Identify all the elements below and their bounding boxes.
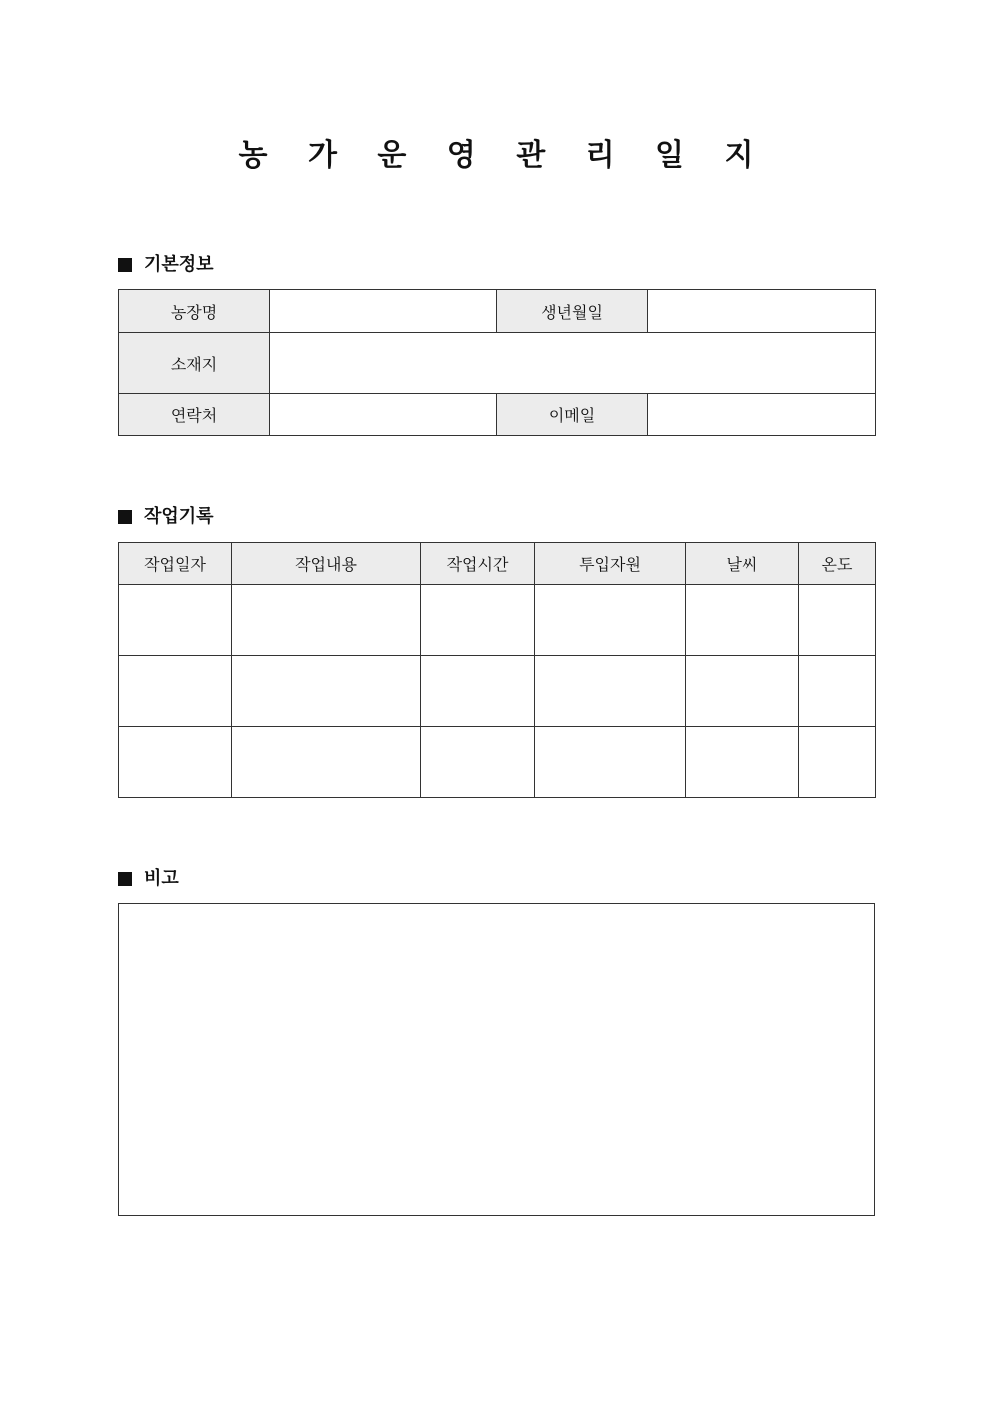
square-bullet-icon: [118, 872, 132, 886]
work-date-cell[interactable]: [119, 585, 232, 656]
location-field[interactable]: [270, 333, 876, 394]
work-content-cell[interactable]: [232, 585, 421, 656]
weather-cell[interactable]: [686, 585, 799, 656]
contact-label: 연락처: [119, 394, 270, 436]
temperature-cell[interactable]: [799, 727, 876, 798]
farm-name-label: 농장명: [119, 290, 270, 333]
document-title: 농 가 운 영 관 리 일 지: [238, 138, 769, 173]
email-field[interactable]: [648, 394, 876, 436]
column-header-work-time: 작업시간: [421, 543, 535, 585]
temperature-cell[interactable]: [799, 656, 876, 727]
remarks-field[interactable]: [118, 903, 875, 1216]
column-header-temperature: 온도: [799, 543, 876, 585]
work-date-cell[interactable]: [119, 656, 232, 727]
column-header-work-date: 작업일자: [119, 543, 232, 585]
work-time-cell[interactable]: [421, 585, 535, 656]
work-time-cell[interactable]: [421, 656, 535, 727]
location-label: 소재지: [119, 333, 270, 394]
remarks-heading-text: 비고: [144, 868, 179, 889]
basic-info-table: [118, 289, 876, 436]
temperature-cell[interactable]: [799, 585, 876, 656]
email-label: 이메일: [497, 394, 648, 436]
work-time-cell[interactable]: [421, 727, 535, 798]
birth-date-label: 생년월일: [497, 290, 648, 333]
square-bullet-icon: [118, 258, 132, 272]
work-date-cell[interactable]: [119, 727, 232, 798]
resources-cell[interactable]: [535, 656, 686, 727]
contact-field[interactable]: [270, 394, 497, 436]
birth-date-field[interactable]: [648, 290, 876, 333]
column-header-weather: 날씨: [686, 543, 799, 585]
work-log-heading: [118, 505, 214, 529]
weather-cell[interactable]: [686, 727, 799, 798]
farm-name-field[interactable]: [270, 290, 497, 333]
table-row: [119, 727, 876, 798]
table-row: [119, 656, 876, 727]
resources-cell[interactable]: [535, 727, 686, 798]
resources-cell[interactable]: [535, 585, 686, 656]
column-header-work-content: 작업내용: [232, 543, 421, 585]
square-bullet-icon: [118, 510, 132, 524]
weather-cell[interactable]: [686, 656, 799, 727]
work-log-heading-text: 작업기록: [144, 506, 214, 527]
basic-info-heading-text: 기본정보: [144, 254, 214, 275]
basic-info-heading: [118, 253, 214, 277]
table-row: [119, 585, 876, 656]
work-content-cell[interactable]: [232, 727, 421, 798]
remarks-heading: [118, 867, 179, 891]
work-content-cell[interactable]: [232, 656, 421, 727]
column-header-resources: 투입자원: [535, 543, 686, 585]
work-log-table: [118, 542, 876, 798]
